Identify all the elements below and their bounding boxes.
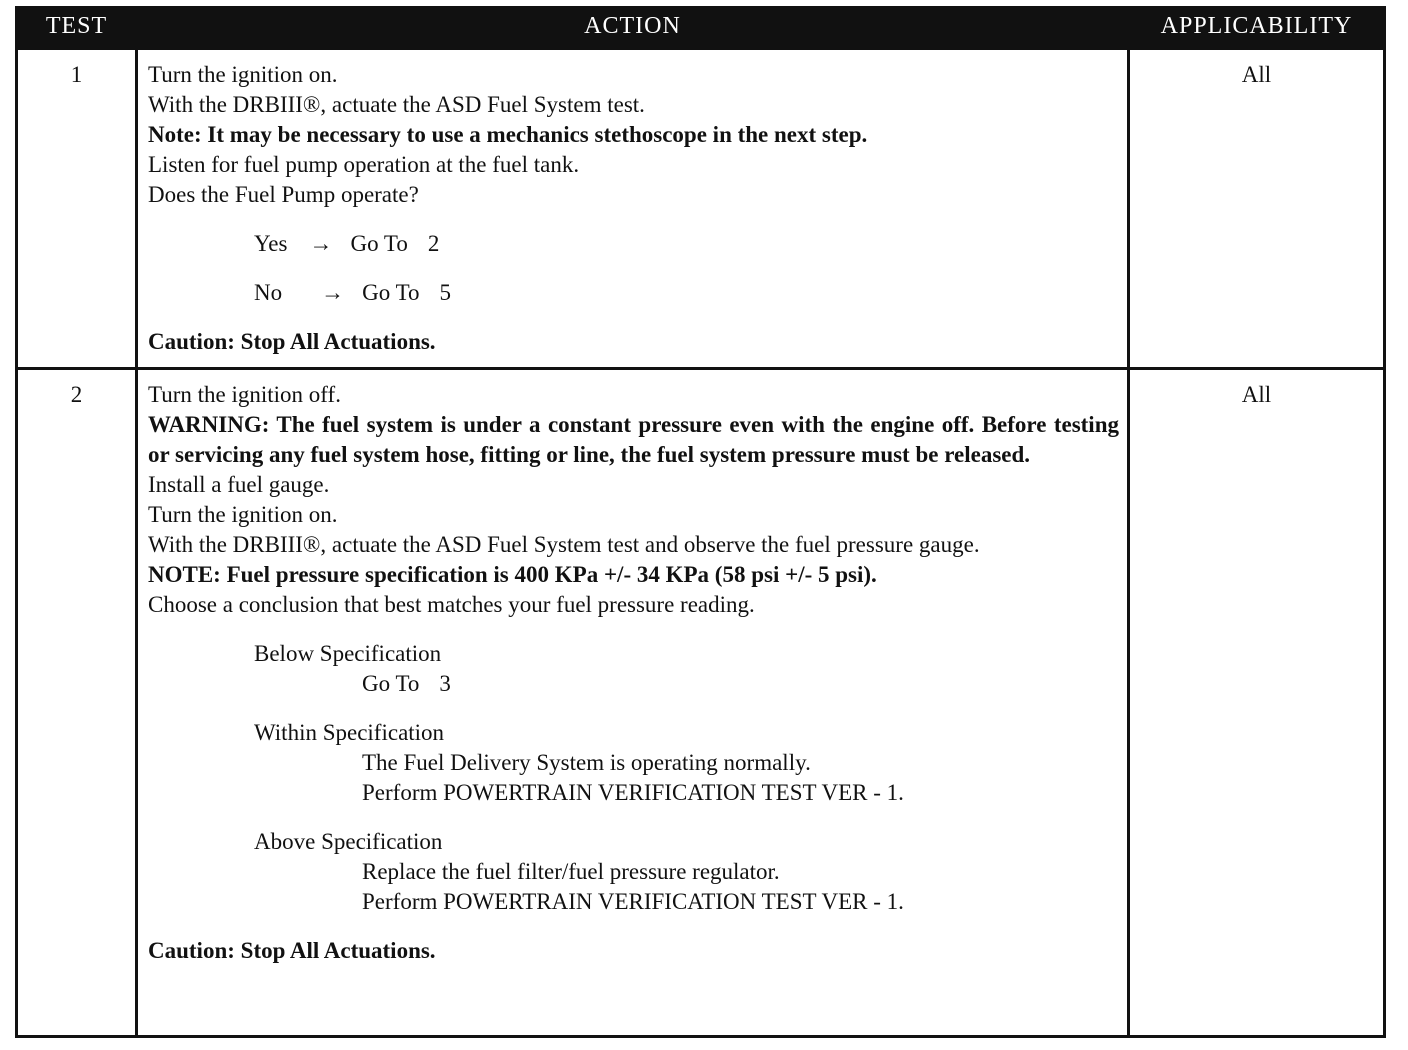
choice-no xyxy=(254,278,1119,308)
conclusion-detail: The Fuel Delivery System is operating normally. xyxy=(362,750,811,775)
conclusion-detail: Replace the fuel filter/fuel pressure regulator. xyxy=(362,859,780,884)
conclusion-detail: Perform POWERTRAIN VERIFICATION TEST VER - 1. xyxy=(362,889,904,914)
conclusion-above xyxy=(254,827,1119,917)
warning-text: WARNING: The fuel system is under a constant pressure even with the engine off. Before testing or servicing any fuel system hose, fitting or line, the fuel system pressure must be released. xyxy=(148,412,1119,467)
action-line: Turn the ignition on. xyxy=(148,502,338,527)
action-line: Turn the ignition off. xyxy=(148,382,341,407)
action-line: With the DRBIII®, actuate the ASD Fuel System test and observe the fuel pressure gauge. xyxy=(148,532,980,557)
test-number: 1 xyxy=(17,49,137,369)
choice-goto: Go To xyxy=(350,231,408,256)
note-text: Note: It may be necessary to use a mechanics stethoscope in the next step. xyxy=(148,122,868,147)
goto-step: 3 xyxy=(439,671,451,696)
choice-answer: No xyxy=(254,280,283,305)
arrow-right-icon: → xyxy=(309,231,333,256)
caution-text: Caution: Stop All Actuations. xyxy=(148,329,436,354)
caution-text: Caution: Stop All Actuations. xyxy=(148,938,436,963)
goto-label: Go To xyxy=(362,671,420,696)
conclusion-goto xyxy=(362,669,1119,699)
conclusion-label: Within Specification xyxy=(254,720,445,745)
note-text: NOTE: Fuel pressure specification is 400 KPa +/- 34 KPa (58 psi +/- 5 psi). xyxy=(148,562,877,587)
action-line: Install a fuel gauge. xyxy=(148,472,330,497)
action-cell xyxy=(137,49,1129,369)
action-line: Choose a conclusion that best matches your fuel pressure reading. xyxy=(148,592,755,617)
action-line: Listen for fuel pump operation at the fuel tank. xyxy=(148,152,580,177)
applicability-cell: All xyxy=(1129,49,1385,369)
conclusion-below xyxy=(254,639,1119,699)
action-line: Does the Fuel Pump operate? xyxy=(148,182,419,207)
choice-step: 2 xyxy=(427,231,440,256)
header-action: ACTION xyxy=(137,6,1129,49)
table-row xyxy=(17,49,1385,369)
table-header-row xyxy=(17,6,1385,49)
header-test: TEST xyxy=(17,6,137,49)
table-row xyxy=(17,369,1385,1037)
action-cell xyxy=(137,369,1129,1037)
conclusion-within xyxy=(254,718,1119,808)
choice-answer: Yes xyxy=(254,231,288,256)
diagnostic-test-table xyxy=(15,6,1386,1038)
arrow-right-icon: → xyxy=(321,280,345,305)
conclusion-label: Below Specification xyxy=(254,641,442,666)
choice-step: 5 xyxy=(439,280,452,305)
choice-goto: Go To xyxy=(362,280,420,305)
action-line: With the DRBIII®, actuate the ASD Fuel System test. xyxy=(148,92,645,117)
test-number: 2 xyxy=(17,369,137,1037)
header-applicability: APPLICABILITY xyxy=(1129,6,1385,49)
action-line: Turn the ignition on. xyxy=(148,62,338,87)
conclusion-detail: Perform POWERTRAIN VERIFICATION TEST VER - 1. xyxy=(362,780,904,805)
applicability-cell: All xyxy=(1129,369,1385,1037)
choice-yes xyxy=(254,229,1119,259)
conclusion-label: Above Specification xyxy=(254,829,443,854)
